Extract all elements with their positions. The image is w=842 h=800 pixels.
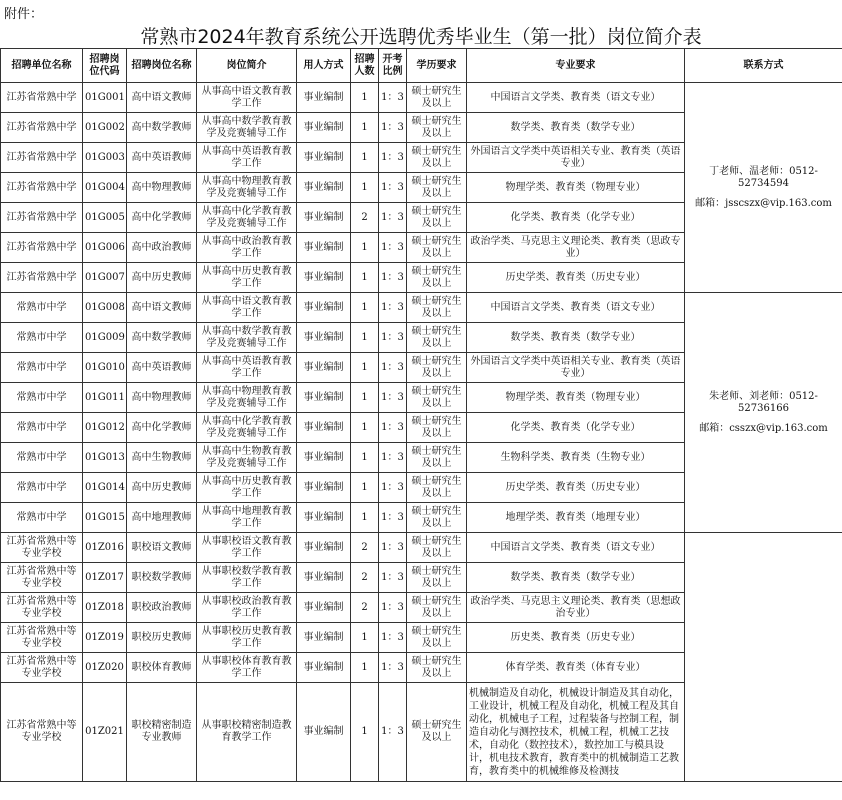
cell-ratio: 1：3 bbox=[379, 173, 407, 203]
table-row bbox=[1, 83, 842, 113]
header-unit: 招聘单位名称 bbox=[1, 49, 83, 83]
cell-major: 物理学类、教育类（物理专业） bbox=[467, 173, 685, 203]
cell-major: 体育学类、教育类（体育专业） bbox=[467, 653, 685, 683]
cell-edu: 硕士研究生及以上 bbox=[407, 293, 467, 323]
cell-method: 事业编制 bbox=[297, 83, 351, 113]
cell-major: 历史学类、教育类（历史专业） bbox=[467, 263, 685, 293]
cell-count: 1 bbox=[351, 83, 379, 113]
cell-major: 机械制造及自动化，机械设计制造及其自动化，工业设计，机械工程及自动化，机械工程及其自动化，机械电子工程，过程装备与控制工程，制造自动化与测控技术，机械工程，机械工艺技术，自动化（数控技术），数控加工与模具设计，机电技术教育，教育类中的机械制造工艺教育，教育类中的机械维修及检测技 bbox=[467, 683, 685, 782]
cell-method: 事业编制 bbox=[297, 173, 351, 203]
cell-count: 1 bbox=[351, 443, 379, 473]
cell-major: 政治学类、马克思主义理论类、教育类（思想政治专业） bbox=[467, 593, 685, 623]
cell-post: 高中地理教师 bbox=[127, 503, 197, 533]
cell-code: 01Z020 bbox=[83, 653, 127, 683]
cell-code: 01G012 bbox=[83, 413, 127, 443]
cell-unit: 江苏省常熟中等专业学校 bbox=[1, 533, 83, 563]
cell-post: 高中物理教师 bbox=[127, 383, 197, 413]
cell-count: 1 bbox=[351, 233, 379, 263]
cell-count: 1 bbox=[351, 173, 379, 203]
cell-method: 事业编制 bbox=[297, 353, 351, 383]
cell-code: 01G015 bbox=[83, 503, 127, 533]
cell-code: 01G013 bbox=[83, 443, 127, 473]
cell-intro: 从事高中数学教育教学及竞赛辅导工作 bbox=[197, 323, 297, 353]
cell-contact bbox=[685, 293, 842, 533]
cell-code: 01G007 bbox=[83, 263, 127, 293]
cell-method: 事业编制 bbox=[297, 683, 351, 782]
cell-edu: 硕士研究生及以上 bbox=[407, 413, 467, 443]
cell-post: 职校精密制造专业教师 bbox=[127, 683, 197, 782]
cell-unit: 江苏省常熟中等专业学校 bbox=[1, 653, 83, 683]
cell-method: 事业编制 bbox=[297, 503, 351, 533]
cell-major: 中国语言文学类、教育类（语文专业） bbox=[467, 533, 685, 563]
table-row bbox=[1, 293, 842, 323]
cell-count: 1 bbox=[351, 323, 379, 353]
cell-method: 事业编制 bbox=[297, 203, 351, 233]
cell-method: 事业编制 bbox=[297, 623, 351, 653]
cell-edu: 硕士研究生及以上 bbox=[407, 623, 467, 653]
cell-count: 1 bbox=[351, 503, 379, 533]
cell-ratio: 1：3 bbox=[379, 503, 407, 533]
cell-code: 01G003 bbox=[83, 143, 127, 173]
cell-unit: 江苏省常熟中等专业学校 bbox=[1, 593, 83, 623]
cell-ratio: 1：3 bbox=[379, 293, 407, 323]
cell-count: 1 bbox=[351, 473, 379, 503]
cell-intro: 从事高中语文教育教学工作 bbox=[197, 293, 297, 323]
cell-method: 事业编制 bbox=[297, 533, 351, 563]
cell-intro: 从事高中数学教育教学及竞赛辅导工作 bbox=[197, 113, 297, 143]
cell-code: 01G005 bbox=[83, 203, 127, 233]
cell-major: 化学类、教育类（化学专业） bbox=[467, 203, 685, 233]
cell-contact-empty bbox=[685, 533, 842, 782]
cell-intro: 从事高中物理教育教学及竞赛辅导工作 bbox=[197, 173, 297, 203]
cell-code: 01G001 bbox=[83, 83, 127, 113]
cell-ratio: 1：3 bbox=[379, 203, 407, 233]
cell-ratio: 1：3 bbox=[379, 653, 407, 683]
cell-unit: 常熟市中学 bbox=[1, 413, 83, 443]
cell-method: 事业编制 bbox=[297, 443, 351, 473]
cell-major: 数学类、教育类（数学专业） bbox=[467, 323, 685, 353]
header-edu: 学历要求 bbox=[407, 49, 467, 83]
cell-intro: 从事高中化学教育教学及竞赛辅导工作 bbox=[197, 413, 297, 443]
cell-intro: 从事高中化学教育教学及竞赛辅导工作 bbox=[197, 203, 297, 233]
page-title: 常熟市2024年教育系统公开选聘优秀毕业生（第一批）岗位简介表 bbox=[140, 26, 702, 48]
cell-post: 高中生物教师 bbox=[127, 443, 197, 473]
cell-post: 职校体育教师 bbox=[127, 653, 197, 683]
cell-unit: 江苏省常熟中学 bbox=[1, 203, 83, 233]
cell-post: 高中政治教师 bbox=[127, 233, 197, 263]
cell-ratio: 1：3 bbox=[379, 233, 407, 263]
cell-count: 1 bbox=[351, 683, 379, 782]
cell-ratio: 1：3 bbox=[379, 413, 407, 443]
cell-method: 事业编制 bbox=[297, 383, 351, 413]
cell-post: 职校政治教师 bbox=[127, 593, 197, 623]
cell-major: 生物科学类、教育类（生物专业） bbox=[467, 443, 685, 473]
cell-unit: 常熟市中学 bbox=[1, 353, 83, 383]
cell-major: 中国语言文学类、教育类（语文专业） bbox=[467, 293, 685, 323]
cell-count: 2 bbox=[351, 563, 379, 593]
cell-major: 物理学类、教育类（物理专业） bbox=[467, 383, 685, 413]
cell-method: 事业编制 bbox=[297, 473, 351, 503]
cell-intro: 从事高中英语教育教学工作 bbox=[197, 143, 297, 173]
table-header-row bbox=[1, 49, 842, 83]
cell-post: 职校数学教师 bbox=[127, 563, 197, 593]
cell-intro: 从事高中生物教育教学及竞赛辅导工作 bbox=[197, 443, 297, 473]
cell-intro: 从事高中物理教育教学及竞赛辅导工作 bbox=[197, 383, 297, 413]
cell-edu: 硕士研究生及以上 bbox=[407, 143, 467, 173]
cell-edu: 硕士研究生及以上 bbox=[407, 263, 467, 293]
cell-ratio: 1：3 bbox=[379, 143, 407, 173]
cell-code: 01G008 bbox=[83, 293, 127, 323]
cell-major: 化学类、教育类（化学专业） bbox=[467, 413, 685, 443]
cell-count: 1 bbox=[351, 623, 379, 653]
cell-intro: 从事职校历史教育教学工作 bbox=[197, 623, 297, 653]
cell-unit: 常熟市中学 bbox=[1, 473, 83, 503]
cell-ratio: 1：3 bbox=[379, 443, 407, 473]
cell-edu: 硕士研究生及以上 bbox=[407, 233, 467, 263]
header-ratio: 开考比例 bbox=[379, 49, 407, 83]
cell-code: 01G011 bbox=[83, 383, 127, 413]
cell-ratio: 1：3 bbox=[379, 383, 407, 413]
cell-post: 高中化学教师 bbox=[127, 203, 197, 233]
cell-ratio: 1：3 bbox=[379, 593, 407, 623]
cell-count: 2 bbox=[351, 533, 379, 563]
cell-intro: 从事高中历史教育教学工作 bbox=[197, 473, 297, 503]
cell-intro: 从事高中英语教育教学工作 bbox=[197, 353, 297, 383]
cell-count: 1 bbox=[351, 353, 379, 383]
cell-unit: 江苏省常熟中学 bbox=[1, 263, 83, 293]
cell-method: 事业编制 bbox=[297, 113, 351, 143]
cell-method: 事业编制 bbox=[297, 563, 351, 593]
cell-unit: 江苏省常熟中等专业学校 bbox=[1, 623, 83, 653]
cell-unit: 常熟市中学 bbox=[1, 383, 83, 413]
cell-post: 高中数学教师 bbox=[127, 113, 197, 143]
cell-major: 地理学类、教育类（地理专业） bbox=[467, 503, 685, 533]
cell-post: 职校语文教师 bbox=[127, 533, 197, 563]
cell-count: 1 bbox=[351, 143, 379, 173]
header-contact: 联系方式 bbox=[685, 49, 842, 83]
cell-count: 1 bbox=[351, 653, 379, 683]
header-major: 专业要求 bbox=[467, 49, 685, 83]
cell-count: 1 bbox=[351, 263, 379, 293]
cell-ratio: 1：3 bbox=[379, 563, 407, 593]
cell-code: 01Z018 bbox=[83, 593, 127, 623]
cell-major: 历史类、教育类（历史专业） bbox=[467, 623, 685, 653]
cell-edu: 硕士研究生及以上 bbox=[407, 593, 467, 623]
cell-code: 01Z016 bbox=[83, 533, 127, 563]
cell-unit: 江苏省常熟中学 bbox=[1, 173, 83, 203]
table-row bbox=[1, 533, 842, 563]
cell-ratio: 1：3 bbox=[379, 623, 407, 653]
header-code: 招聘岗位代码 bbox=[83, 49, 127, 83]
cell-unit: 常熟市中学 bbox=[1, 443, 83, 473]
cell-unit: 常熟市中学 bbox=[1, 293, 83, 323]
cell-contact bbox=[685, 83, 842, 293]
cell-count: 1 bbox=[351, 113, 379, 143]
cell-count: 1 bbox=[351, 413, 379, 443]
cell-intro: 从事职校体育教育教学工作 bbox=[197, 653, 297, 683]
cell-count: 1 bbox=[351, 383, 379, 413]
cell-intro: 从事高中政治教育教学工作 bbox=[197, 233, 297, 263]
cell-code: 01G004 bbox=[83, 173, 127, 203]
cell-intro: 从事高中历史教育教学工作 bbox=[197, 263, 297, 293]
cell-method: 事业编制 bbox=[297, 263, 351, 293]
cell-method: 事业编制 bbox=[297, 143, 351, 173]
cell-method: 事业编制 bbox=[297, 293, 351, 323]
cell-method: 事业编制 bbox=[297, 413, 351, 443]
cell-ratio: 1：3 bbox=[379, 113, 407, 143]
contact-persons: 丁老师、温老师：0512-52734594 bbox=[709, 165, 818, 189]
cell-method: 事业编制 bbox=[297, 323, 351, 353]
cell-intro: 从事高中地理教育教学工作 bbox=[197, 503, 297, 533]
cell-intro: 从事职校语文教育教学工作 bbox=[197, 533, 297, 563]
cell-code: 01G010 bbox=[83, 353, 127, 383]
cell-code: 01Z019 bbox=[83, 623, 127, 653]
cell-code: 01Z017 bbox=[83, 563, 127, 593]
cell-ratio: 1：3 bbox=[379, 353, 407, 383]
cell-unit: 常熟市中学 bbox=[1, 503, 83, 533]
cell-method: 事业编制 bbox=[297, 233, 351, 263]
cell-count: 1 bbox=[351, 293, 379, 323]
cell-major: 政治学类、马克思主义理论类、教育类（思政专业） bbox=[467, 233, 685, 263]
cell-post: 高中数学教师 bbox=[127, 323, 197, 353]
cell-major: 外国语言文学类中英语相关专业、教育类（英语专业） bbox=[467, 143, 685, 173]
cell-edu: 硕士研究生及以上 bbox=[407, 443, 467, 473]
cell-count: 2 bbox=[351, 203, 379, 233]
cell-major: 历史学类、教育类（历史专业） bbox=[467, 473, 685, 503]
header-count: 招聘人数 bbox=[351, 49, 379, 83]
cell-major: 外国语言文学类中英语相关专业、教育类（英语专业） bbox=[467, 353, 685, 383]
cell-edu: 硕士研究生及以上 bbox=[407, 473, 467, 503]
positions-table bbox=[0, 48, 842, 782]
cell-edu: 硕士研究生及以上 bbox=[407, 203, 467, 233]
cell-major: 数学类、教育类（数学专业） bbox=[467, 563, 685, 593]
cell-code: 01G006 bbox=[83, 233, 127, 263]
header-post: 招聘岗位名称 bbox=[127, 49, 197, 83]
cell-edu: 硕士研究生及以上 bbox=[407, 353, 467, 383]
cell-edu: 硕士研究生及以上 bbox=[407, 113, 467, 143]
header-intro: 岗位简介 bbox=[197, 49, 297, 83]
cell-method: 事业编制 bbox=[297, 593, 351, 623]
cell-unit: 江苏省常熟中学 bbox=[1, 233, 83, 263]
cell-intro: 从事职校数学教育教学工作 bbox=[197, 563, 297, 593]
cell-unit: 江苏省常熟中等专业学校 bbox=[1, 683, 83, 782]
cell-code: 01Z021 bbox=[83, 683, 127, 782]
cell-code: 01G002 bbox=[83, 113, 127, 143]
cell-count: 2 bbox=[351, 593, 379, 623]
cell-ratio: 1：3 bbox=[379, 683, 407, 782]
cell-ratio: 1：3 bbox=[379, 323, 407, 353]
contact-email: 邮箱：csszx@vip.163.com bbox=[699, 422, 828, 434]
cell-intro: 从事高中语文教育教学工作 bbox=[197, 83, 297, 113]
cell-unit: 江苏省常熟中等专业学校 bbox=[1, 563, 83, 593]
cell-code: 01G014 bbox=[83, 473, 127, 503]
cell-edu: 硕士研究生及以上 bbox=[407, 503, 467, 533]
cell-post: 高中语文教师 bbox=[127, 293, 197, 323]
attachment-label: 附件： bbox=[4, 7, 44, 22]
cell-post: 高中英语教师 bbox=[127, 353, 197, 383]
cell-edu: 硕士研究生及以上 bbox=[407, 653, 467, 683]
cell-edu: 硕士研究生及以上 bbox=[407, 173, 467, 203]
cell-edu: 硕士研究生及以上 bbox=[407, 533, 467, 563]
cell-post: 高中物理教师 bbox=[127, 173, 197, 203]
cell-ratio: 1：3 bbox=[379, 83, 407, 113]
cell-ratio: 1：3 bbox=[379, 533, 407, 563]
cell-post: 高中语文教师 bbox=[127, 83, 197, 113]
cell-post: 职校历史教师 bbox=[127, 623, 197, 653]
contact-persons: 朱老师、刘老师：0512-52736166 bbox=[709, 390, 818, 414]
cell-code: 01G009 bbox=[83, 323, 127, 353]
cell-edu: 硕士研究生及以上 bbox=[407, 563, 467, 593]
cell-major: 数学类、教育类（数学专业） bbox=[467, 113, 685, 143]
cell-post: 高中化学教师 bbox=[127, 413, 197, 443]
cell-post: 高中英语教师 bbox=[127, 143, 197, 173]
cell-unit: 江苏省常熟中学 bbox=[1, 113, 83, 143]
cell-ratio: 1：3 bbox=[379, 263, 407, 293]
cell-intro: 从事职校精密制造教育教学工作 bbox=[197, 683, 297, 782]
cell-major: 中国语言文学类、教育类（语文专业） bbox=[467, 83, 685, 113]
cell-edu: 硕士研究生及以上 bbox=[407, 83, 467, 113]
header-method: 用人方式 bbox=[297, 49, 351, 83]
cell-post: 高中历史教师 bbox=[127, 263, 197, 293]
cell-unit: 常熟市中学 bbox=[1, 323, 83, 353]
cell-unit: 江苏省常熟中学 bbox=[1, 83, 83, 113]
cell-unit: 江苏省常熟中学 bbox=[1, 143, 83, 173]
cell-edu: 硕士研究生及以上 bbox=[407, 683, 467, 782]
cell-edu: 硕士研究生及以上 bbox=[407, 323, 467, 353]
cell-method: 事业编制 bbox=[297, 653, 351, 683]
cell-ratio: 1：3 bbox=[379, 473, 407, 503]
cell-edu: 硕士研究生及以上 bbox=[407, 383, 467, 413]
cell-intro: 从事职校政治教育教学工作 bbox=[197, 593, 297, 623]
contact-email: 邮箱：jsscszx@vip.163.com bbox=[695, 197, 832, 209]
cell-post: 高中历史教师 bbox=[127, 473, 197, 503]
